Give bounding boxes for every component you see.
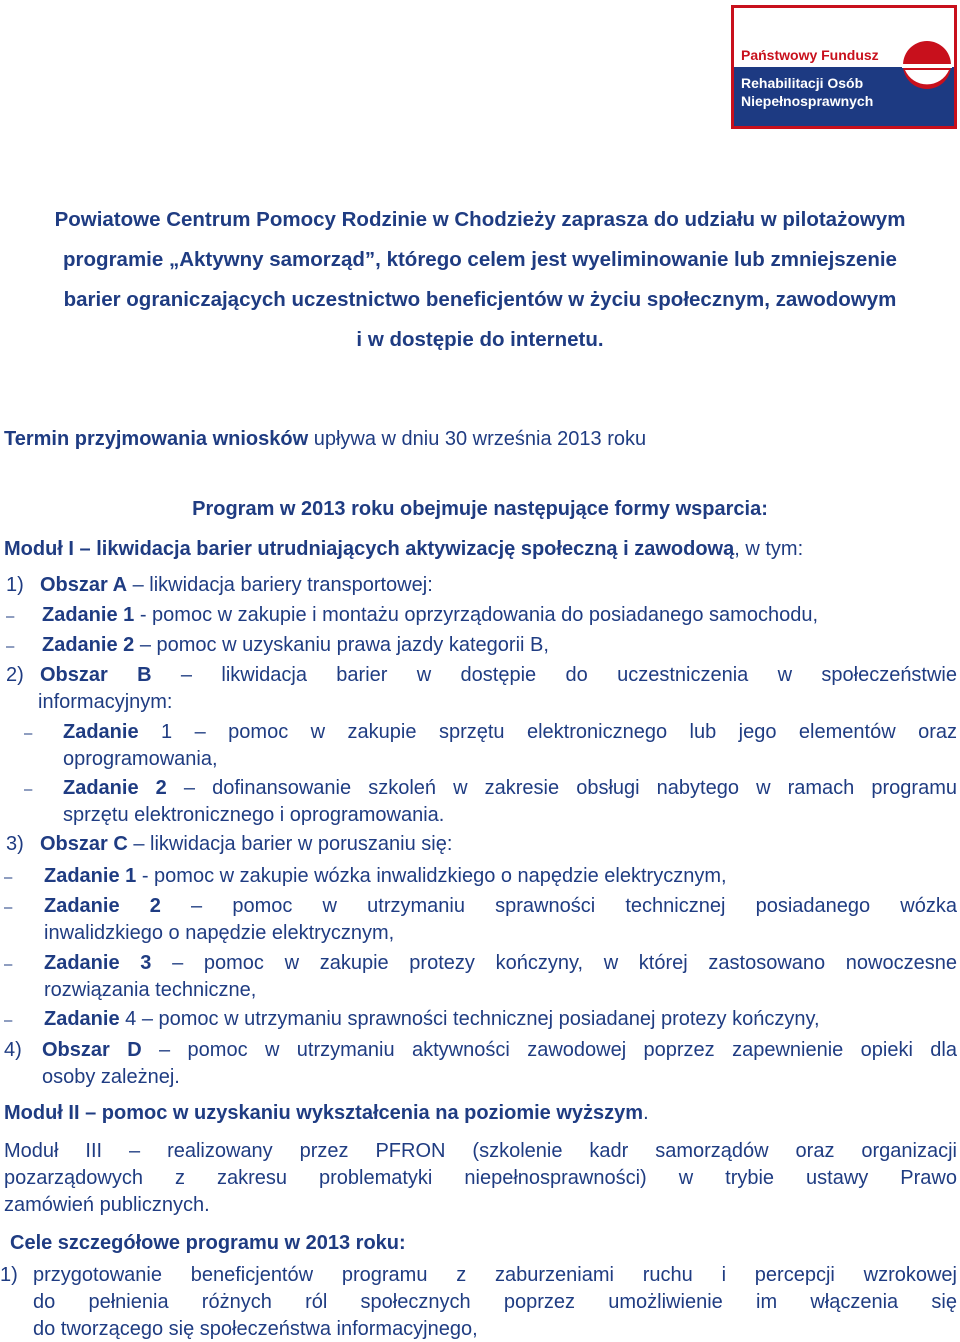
pfron-logo (731, 5, 957, 129)
area-b-task-1 (63, 719, 957, 745)
area-c-bold: Obszar C (40, 833, 128, 855)
module-1-bold: Moduł I – likwidacja barier utrudniających aktywizację społeczną i zawodową (4, 538, 735, 560)
area-a-task-2 (42, 632, 549, 658)
logo-line-3: Niepełnosprawnych (741, 93, 874, 109)
area-a-num: 1) (6, 574, 24, 596)
area-a-rest: – likwidacja bariery transportowej: (127, 574, 433, 596)
area-b-line-1 (40, 662, 957, 688)
area-c-line (40, 831, 452, 857)
area-c-rest: – likwidacja barier w poruszaniu się: (127, 833, 453, 855)
program-heading: Program w 2013 roku obejmuje następujące formy wsparcia: (192, 498, 768, 520)
area-b-task-2-rest: – dofinansowanie szkoleń w zakresie obsługi nabytego w ramach programu (166, 777, 957, 799)
area-a-task-1-bold: Zadanie 1 (42, 604, 135, 626)
area-c-task-3-cont: rozwiązania techniczne, (44, 979, 257, 1001)
area-b-line-2: informacyjnym: (38, 691, 173, 713)
intro-paragraph (0, 200, 960, 360)
module-3-line-1: Moduł III – realizowany przez PFRON (szkolenie kadr samorządów oraz organizacji (4, 1140, 957, 1162)
area-a-task-1-rest: - pomoc w zakupie i montażu oprzyrządowania do posiadanego samochodu, (134, 604, 818, 626)
area-b-task-2-cont: sprzętu elektronicznego i oprogramowania. (63, 804, 445, 826)
area-b-task-1-cont: oprogramowania, (63, 748, 218, 770)
area-b-task-2-bold: Zadanie 2 (63, 777, 167, 799)
dash-bullet: – (4, 869, 13, 886)
area-b-bold: Obszar B (40, 664, 152, 686)
area-b-task-1-bold: Zadanie (63, 721, 139, 743)
logo-line-1: Państwowy Fundusz (741, 47, 879, 63)
area-c-task-4-rest: 4 – pomoc w utrzymaniu sprawności technicznej posiadanej protezy kończyny, (119, 1008, 820, 1030)
logo-circle-icon (902, 32, 952, 98)
logo-line-2: Rehabilitacji Osób (741, 75, 864, 91)
dash-bullet: – (4, 956, 13, 973)
dash-bullet: – (24, 781, 33, 798)
area-c-task-2-bold: Zadanie 2 (44, 895, 161, 917)
goals-line-2: do pełnienia różnych ról społecznych poprzez umożliwienie im włączenia się (33, 1291, 957, 1313)
goals-line-3: do tworzącego się społeczeństwa informacyjnego, (33, 1318, 478, 1340)
logo-lines-2-3 (741, 74, 873, 110)
area-c-task-2-cont: inwalidzkiego o napędzie elektrycznym, (44, 922, 395, 944)
goals-line-1: przygotowanie beneficjentów programu z zaburzeniami ruchu i percepcji wzrokowej (33, 1264, 957, 1286)
dash-bullet: – (24, 725, 33, 742)
area-d-num: 4) (4, 1039, 22, 1061)
area-c-task-1 (44, 863, 727, 889)
area-a-line (40, 572, 433, 598)
area-b-task-2 (63, 775, 957, 801)
area-a-bold: Obszar A (40, 574, 128, 596)
intro-line-1: Powiatowe Centrum Pomocy Rodzinie w Chodzieży zaprasza do udziału w pilotażowym (54, 208, 906, 231)
module-3-line-2: pozarządowych z zakresu problematyki niepełnosprawności) w trybie ustawy Prawo (4, 1167, 957, 1189)
area-c-task-3 (44, 950, 957, 976)
area-c-task-2-rest: – pomoc w utrzymaniu sprawności technicznej posiadanego wózka (160, 895, 957, 917)
goals-heading: Cele szczegółowe programu w 2013 roku: (10, 1232, 406, 1254)
area-c-num: 3) (6, 833, 24, 855)
module-2-bold: Moduł II – pomoc w uzyskaniu wykształcenia na poziomie wyższym (4, 1102, 644, 1124)
area-b-rest: – likwidacja barier w dostępie do uczestniczenia w społeczeństwie (151, 664, 958, 686)
intro-line-3: barier ograniczających uczestnictwo beneficjentów w życiu społecznym, zawodowym (63, 288, 897, 311)
area-c-task-1-bold: Zadanie 1 (44, 865, 137, 887)
dash-bullet: – (4, 899, 13, 916)
deadline-line (4, 426, 646, 452)
intro-line-4: i w dostępie do internetu. (356, 328, 604, 351)
dash-bullet: – (4, 1012, 13, 1029)
deadline-bold: Termin przyjmowania wniosków (4, 428, 309, 450)
module-1-rest: , w tym: (734, 538, 804, 560)
area-b-num: 2) (6, 664, 24, 686)
area-d-line (42, 1037, 957, 1063)
area-c-task-3-bold: Zadanie 3 (44, 952, 152, 974)
dash-bullet: – (6, 638, 15, 655)
area-c-task-3-rest: – pomoc w zakupie protezy kończyny, w której zastosowano nowoczesne (151, 952, 957, 974)
area-c-task-4 (44, 1006, 820, 1032)
area-a-task-2-rest: – pomoc w uzyskaniu prawa jazdy kategorii B, (134, 634, 549, 656)
deadline-rest: upływa w dniu 30 września 2013 roku (308, 428, 647, 450)
module-3-line-3: zamówień publicznych. (4, 1194, 210, 1216)
area-c-task-1-rest: - pomoc w zakupie wózka inwalidzkiego o napędzie elektrycznym, (136, 865, 727, 887)
area-d-rest: – pomoc w utrzymaniu aktywności zawodowej poprzez zapewnienie opieki dla (141, 1039, 957, 1061)
module-1-line (4, 536, 803, 562)
area-b-task-1-rest: 1 – pomoc w zakupie sprzętu elektronicznego lub jego elementów oraz (138, 721, 957, 743)
area-a-task-2-bold: Zadanie 2 (42, 634, 135, 656)
module-2-rest: . (643, 1102, 649, 1124)
intro-line-2: programie „Aktywny samorząd”, którego celem jest wyeliminowanie lub zmniejszenie (63, 248, 897, 271)
area-d-bold: Obszar D (42, 1039, 142, 1061)
area-c-task-2 (44, 893, 957, 919)
module-2-line (4, 1100, 649, 1126)
area-a-task-1 (42, 602, 818, 628)
area-d-cont: osoby zależnej. (42, 1066, 180, 1088)
goals-num: 1) (0, 1264, 18, 1286)
dash-bullet: – (6, 608, 15, 625)
area-c-task-4-bold: Zadanie (44, 1008, 120, 1030)
